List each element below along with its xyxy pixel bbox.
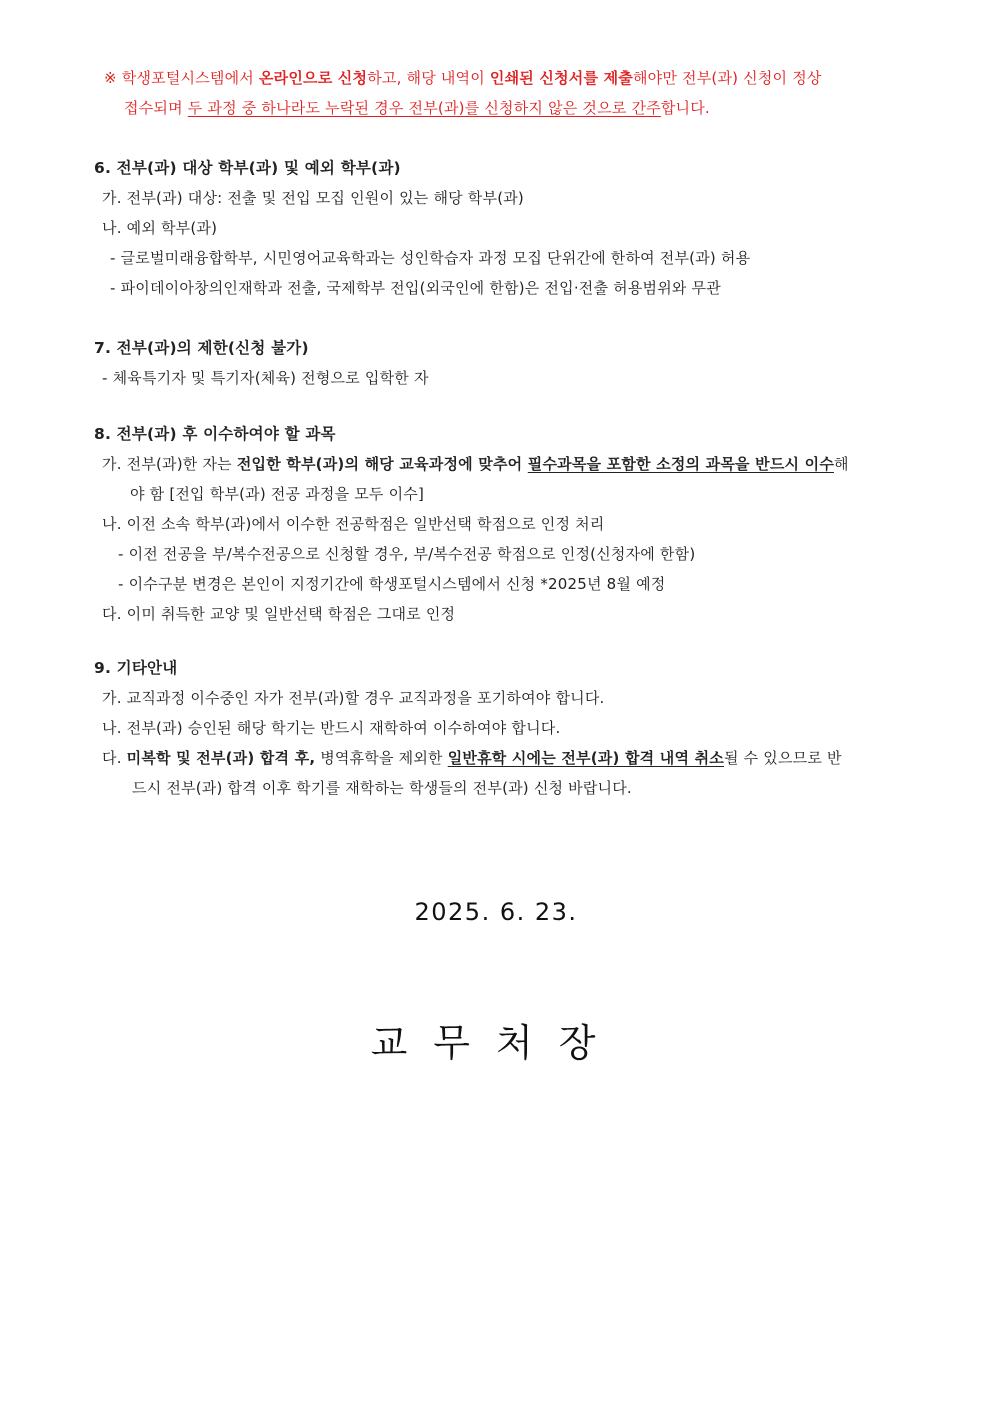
reference-mark: ※ [104,69,117,87]
notice-line-2 [124,98,710,118]
notice-emphasis: 인쇄된 신청서를 제출 [489,69,633,87]
notice-line-1 [104,68,822,88]
notice-text: 접수되며 [124,99,188,117]
section-8-item-ga [102,454,849,474]
section-6-heading: 6. 전부(과) 대상 학부(과) 및 예외 학부(과) [94,159,401,177]
section-9-text: 다. [102,749,127,767]
section-9-item-na: 나. 전부(과) 승인된 해당 학기는 반드시 재학하여 이수하여야 합니다. [102,719,561,737]
notice-emphasis: 온라인으로 신청 [258,69,368,87]
section-8-item-na: 나. 이전 소속 학부(과)에서 이수한 전공학점은 일반선택 학점으로 인정 처리 [102,515,605,533]
issue-date: 2025. 6. 23. [414,898,578,926]
section-9-item-ga: 가. 교직과정 이수중인 자가 전부(과)할 경우 교직과정을 포기하여야 합니다. [102,689,605,707]
section-8-text: 가. 전부(과)한 자는 [102,455,237,473]
section-8-subitem-1: - 이전 전공을 부/복수전공으로 신청할 경우, 부/복수전공 학점으로 인정(신청자에 한함) [118,545,696,563]
section-8-underlined: 필수과목을 포함한 소정의 과목을 반드시 이수 [527,455,835,473]
section-8-subitem-2: - 이수구분 변경은 본인이 지정기간에 학생포털시스템에서 신청 *2025년 8월 예정 [118,575,666,593]
section-9-emphasis: 미복학 및 전부(과) 합격 후, [126,749,316,767]
notice-underlined: 두 과정 중 하나라도 누락된 경우 전부(과)를 신청하지 않은 것으로 간주 [187,99,661,117]
notice-text: 합니다. [660,99,710,117]
section-8-emphasis: 전입한 학부(과)의 해당 교육과정에 맞추어 [236,455,528,473]
section-8-text: 해 [834,455,849,473]
section-6-item-na: 나. 예외 학부(과) [102,219,218,237]
section-9-text: 병역휴학을 제외한 [315,749,448,767]
section-9-heading: 9. 기타안내 [94,659,178,677]
section-8-item-da: 다. 이미 취득한 교양 및 일반선택 학점은 그대로 인정 [102,605,456,623]
notice-text: 학생포털시스템에서 [116,69,259,87]
notice-text: 하고, 해당 내역이 [367,69,490,87]
section-7-item-1: - 체육특기자 및 특기자(체육) 전형으로 입학한 자 [102,369,429,387]
section-9-text: 될 수 있으므로 반 [723,749,842,767]
office-signature: 교무처장 [370,1021,622,1065]
section-6-subitem-2: - 파이데이아창의인재학과 전출, 국제학부 전입(외국인에 한함)은 전입·전출 허용범위와 무관 [110,279,721,297]
section-8-heading: 8. 전부(과) 후 이수하여야 할 과목 [94,425,336,443]
section-9-underlined: 일반휴학 시에는 전부(과) 합격 내역 취소 [447,749,724,767]
section-9-item-da [102,748,842,768]
section-6-item-ga: 가. 전부(과) 대상: 전출 및 전입 모집 인원이 있는 해당 학부(과) [102,189,524,207]
section-6-subitem-1: - 글로벌미래융합학부, 시민영어교육학과는 성인학습자 과정 모집 단위간에 한하여 전부(과) 허용 [110,249,751,267]
notice-text: 해야만 전부(과) 신청이 정상 [632,69,822,87]
section-7-heading: 7. 전부(과)의 제한(신청 불가) [94,339,309,357]
section-8-item-ga-continued: 야 함 [전입 학부(과) 전공 과정을 모두 이수] [130,485,425,503]
section-9-item-da-continued: 드시 전부(과) 합격 이후 학기를 재학하는 학생들의 전부(과) 신청 바랍니다. [132,779,632,797]
